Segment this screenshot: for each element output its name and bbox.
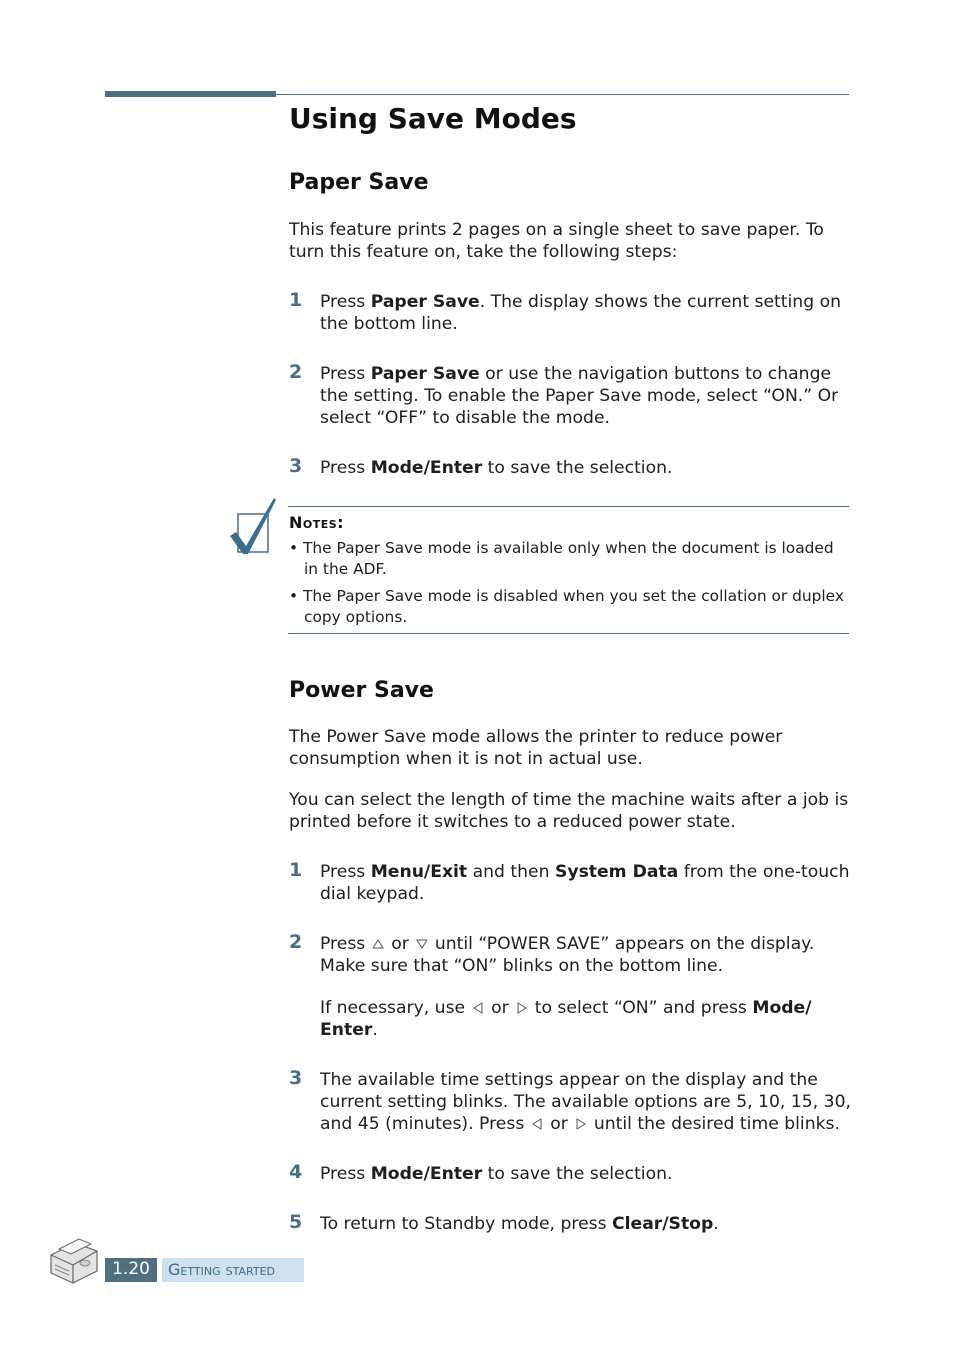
paper-save-heading: Paper Save	[289, 170, 429, 195]
note-item-1: • The Paper Save mode is available only when the document is loaded in the ADF.	[289, 539, 834, 578]
right-arrow-icon	[575, 1118, 587, 1130]
paper-save-intro: This feature prints 2 pages on a single sheet to save paper. To turn this feature on, take the following steps:	[289, 220, 824, 262]
power-step-3-number: 3	[289, 1067, 303, 1089]
power-step-4-number: 4	[289, 1161, 303, 1183]
power-save-para-1: The Power Save mode allows the printer to reduce power consumption when it is not in actual use.	[289, 727, 783, 769]
power-step-3-text: The available time settings appear on the display and the current setting blinks. The available options are 5, 10, 15, 30, and 45 (minutes). Press or until the desired time blinks.	[320, 1070, 851, 1134]
power-step-5-text: To return to Standby mode, press Clear/Stop.	[320, 1214, 719, 1234]
paper-step-1-text: Press Paper Save. The display shows the current setting on the bottom line.	[320, 292, 841, 334]
left-arrow-icon	[472, 1002, 484, 1014]
right-arrow-icon	[516, 1002, 528, 1014]
power-step-2-text: Press or until “POWER SAVE” appears on the display. Make sure that “ON” blinks on the bottom line.	[320, 934, 815, 976]
power-step-1-number: 1	[289, 859, 303, 881]
header-rule-thin	[276, 94, 849, 95]
power-save-heading: Power Save	[289, 678, 434, 703]
paper-step-2-text: Press Paper Save or use the navigation buttons to change the setting. To enable the Paper Save mode, select “ON.” Or select “OFF” to disable the mode.	[320, 364, 839, 428]
paper-step-3-number: 3	[289, 455, 303, 477]
page-title: Using Save Modes	[289, 102, 577, 135]
header-rule-thick	[105, 91, 276, 97]
checkmark-icon	[228, 496, 278, 556]
power-step-4-text: Press Mode/Enter to save the selection.	[320, 1164, 673, 1184]
paper-step-1-number: 1	[289, 289, 303, 311]
up-arrow-icon	[372, 938, 384, 950]
page-number: 1.20	[105, 1258, 157, 1282]
paper-step-2-number: 2	[289, 361, 303, 383]
notes-title: Notes:	[289, 513, 345, 532]
power-step-5-number: 5	[289, 1211, 303, 1233]
paper-step-3-text: Press Mode/Enter to save the selection.	[320, 458, 673, 478]
printer-icon	[45, 1235, 100, 1287]
power-step-2-number: 2	[289, 931, 303, 953]
power-save-para-2: You can select the length of time the machine waits after a job is printed before it switches to a reduced power state.	[289, 790, 849, 832]
left-arrow-icon	[531, 1118, 543, 1130]
chapter-label: Getting started	[162, 1258, 304, 1282]
down-arrow-icon	[416, 938, 428, 950]
power-step-2-subtext: If necessary, use or to select “ON” and press Mode/ Enter.	[320, 998, 812, 1040]
power-step-1-text: Press Menu/Exit and then System Data from the one-touch dial keypad.	[320, 862, 850, 904]
note-item-2: • The Paper Save mode is disabled when you set the collation or duplex copy options.	[289, 587, 844, 626]
